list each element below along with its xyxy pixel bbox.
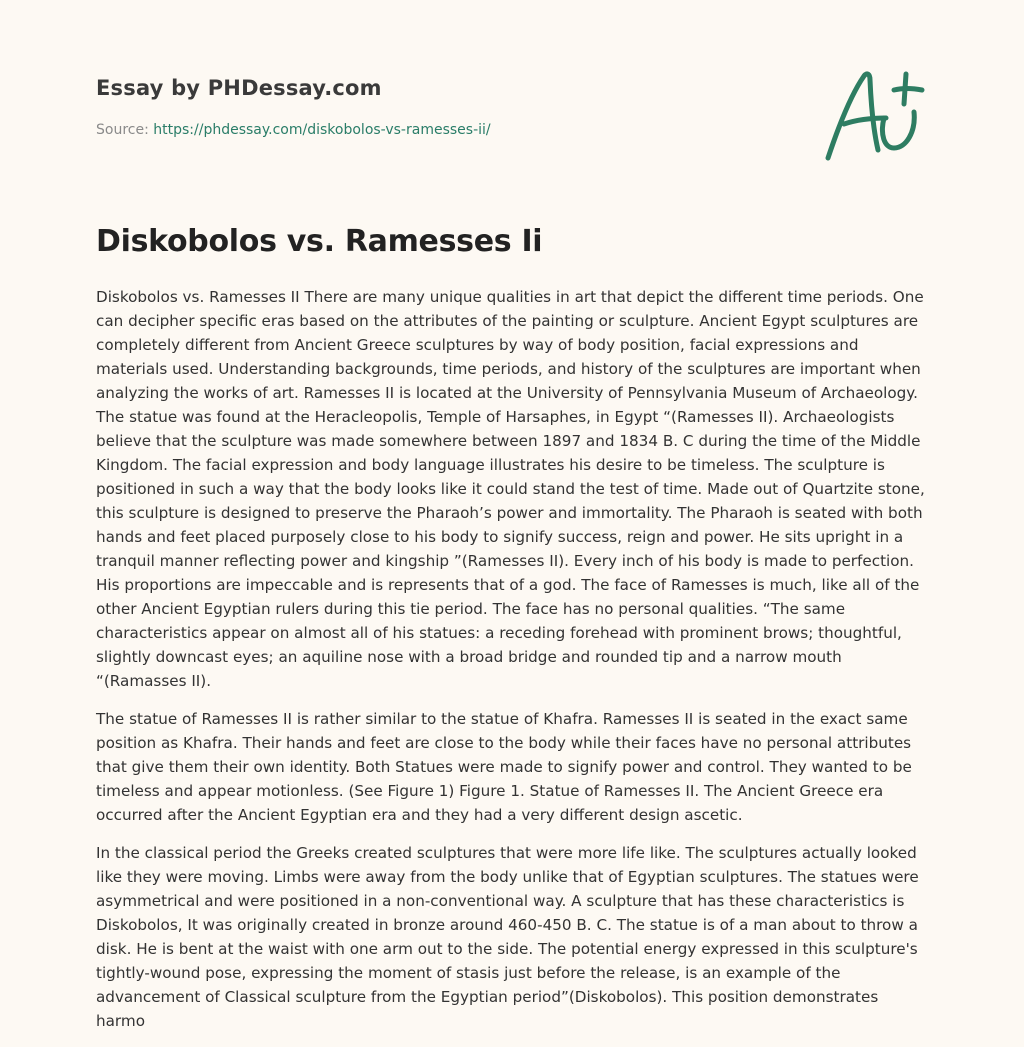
- paragraph: The statue of Ramesses II is rather similar to the statue of Khafra. Ramesses II is seated in the exact same position as Khafra. Their hands and feet are close to the body while their faces have no personal attributes that give them their own identity. Both Statues were made to signify power and control. They wanted to be timeless and appear motionless. (See Figure 1) Figure 1. Statue of Ramesses II. The Ancient Greece era occurred after the Ancient Egyptian era and they had a very different design ascetic.: [96, 710, 912, 824]
- source-line: [96, 122, 491, 138]
- a-plus-grade-icon: [820, 66, 930, 166]
- essay-body: [96, 285, 932, 1047]
- page-header: [96, 76, 491, 138]
- brand-title: Essay by PHDessay.com: [96, 76, 382, 100]
- a-plus-logo-svg: [820, 66, 930, 166]
- source-label: Source:: [96, 122, 154, 138]
- source-link[interactable]: https://phdessay.com/diskobolos-vs-ramesses-ii/: [153, 122, 491, 138]
- paragraph: In the classical period the Greeks created sculptures that were more life like. The sculptures actually looked like they were moving. Limbs were away from the body unlike that of Egyptian sculptures. The statues were asymmetrical and were positioned in a non-conventional way. A sculpture that has these characteristics is Diskobolos, It was originally created in bronze around 460-450 B. C. The statue is of a man about to throw a disk. He is bent at the waist with one arm out to the side. The potential energy expressed in this sculpture's tightly-wound pose, expressing the moment of stasis just before the release, is an example of the advancement of Classical sculpture from the Egyptian period”(Diskobolos). This position demonstrates harmo: [96, 844, 919, 1030]
- essay-title: Diskobolos vs. Ramesses Ii: [96, 224, 543, 259]
- paragraph: Diskobolos vs. Ramesses II There are many unique qualities in art that depict the different time periods. One can decipher specific eras based on the attributes of the painting or sculpture. Ancient Egypt sculptures are completely different from Ancient Greece sculptures by way of body position, facial expressions and materials used. Understanding backgrounds, time periods, and history of the sculptures are important when analyzing the works of art. Ramesses II is located at the University of Pennsylvania Museum of Archaeology. The statue was found at the Heracleopolis, Temple of Harsaphes, in Egypt “(Ramesses II). Archaeologists believe that the sculpture was made somewhere between 1897 and 1834 B. C during the time of the Middle Kingdom. The facial expression and body language illustrates his desire to be timeless. The sculpture is positioned in such a way that the body looks like it could stand the test of time. Made out of Quartzite stone, this sculpture is designed to preserve the Pharaoh’s power and immortality. The Pharaoh is seated with both hands and feet placed purposely close to his body to signify success, reign and power. He sits upright in a tranquil manner reflecting power and kingship ”(Ramesses II). Every inch of his body is made to perfection. His proportions are impeccable and is represents that of a god. The face of Ramesses is much, like all of the other Ancient Egyptian rulers during this tie period. The face has no personal qualities. “The same characteristics appear on almost all of his statues: a receding forehead with prominent brows; thoughtful, slightly downcast eyes; an aquiline nose with a broad bridge and rounded tip and a narrow mouth “(Ramasses II).: [96, 288, 925, 690]
